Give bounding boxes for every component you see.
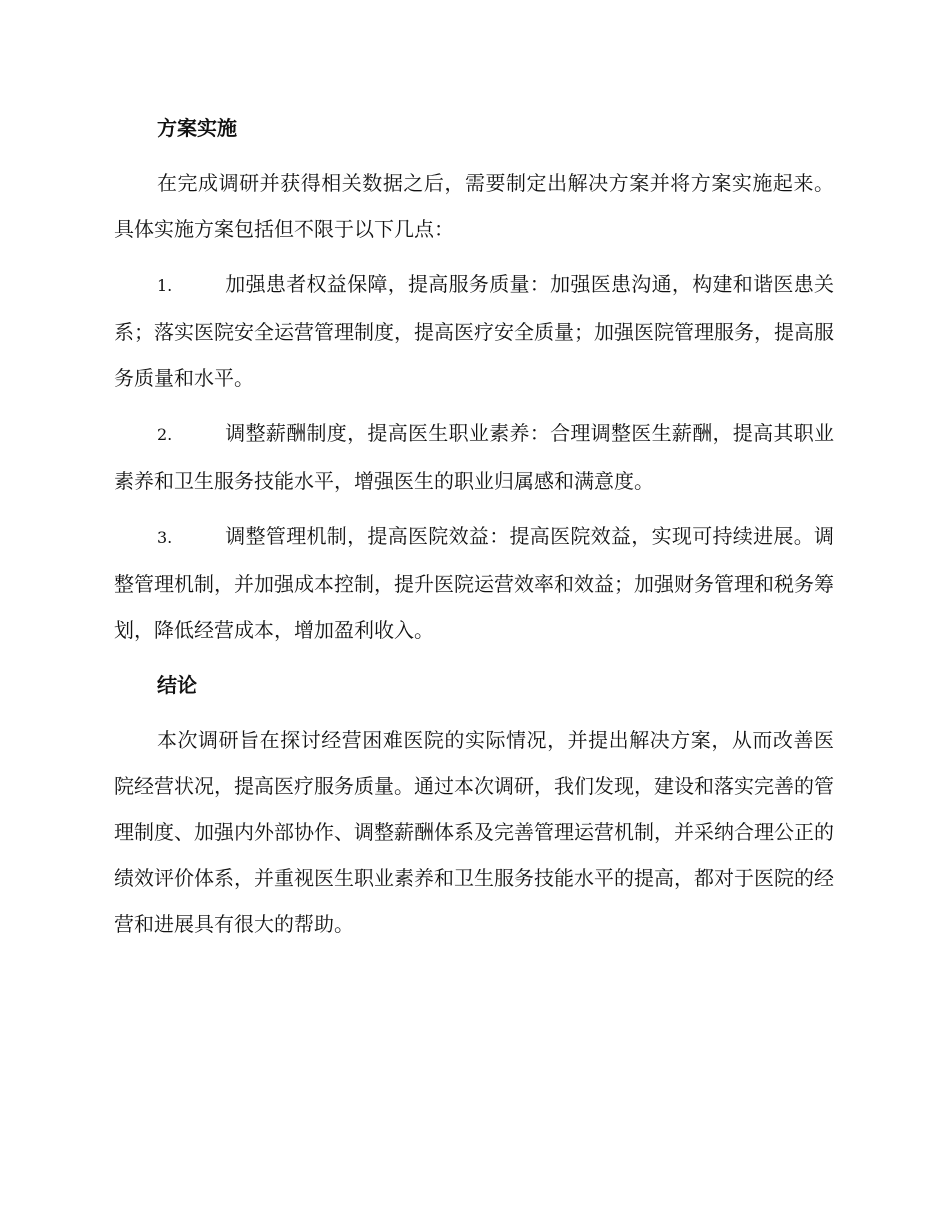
list-item-text: 调整薪酬制度，提高医生职业素养：合理调整医生薪酬，提高其职业素养和卫生服务技能水平，增强医生的职业归属感和满意度。: [114, 421, 834, 493]
section-heading-conclusion: 结论: [157, 673, 197, 697]
section-heading-implementation: 方案实施: [157, 116, 237, 140]
list-item-number: 3.: [157, 528, 173, 547]
list-item: [114, 513, 834, 653]
list-item: [114, 410, 834, 504]
implementation-intro: 在完成调研并获得相关数据之后，需要制定出解决方案并将方案实施起来。具体实施方案包括但不限于以下几点：: [114, 171, 834, 241]
list-item-number: 2.: [157, 425, 173, 444]
conclusion-body: 本次调研旨在探讨经营困难医院的实际情况，并提出解决方案，从而改善医院经营状况，提高医疗服务质量。通过本次调研，我们发现，建设和落实完善的管理制度、加强内外部协作、调整薪酬体系及完善管理运营机制，并采纳合理公正的绩效评价体系，并重视医生职业素养和卫生服务技能水平的提高，都对于医院的经营和进展具有很大的帮助。: [114, 728, 834, 936]
list-item-text: 调整管理机制，提高医院效益：提高医院效益，实现可持续进展。调整管理机制，并加强成本控制，提升医院运营效率和效益；加强财务管理和税务筹划，降低经营成本，增加盈利收入。: [114, 524, 834, 642]
list-item-text: 加强患者权益保障，提高服务质量：加强医患沟通，构建和谐医患关系；落实医院安全运营管理制度，提高医疗安全质量；加强医院管理服务，提高服务质量和水平。: [114, 272, 834, 390]
document-page: [114, 105, 834, 956]
list-item: [114, 261, 834, 401]
list-item-number: 1.: [157, 276, 173, 295]
